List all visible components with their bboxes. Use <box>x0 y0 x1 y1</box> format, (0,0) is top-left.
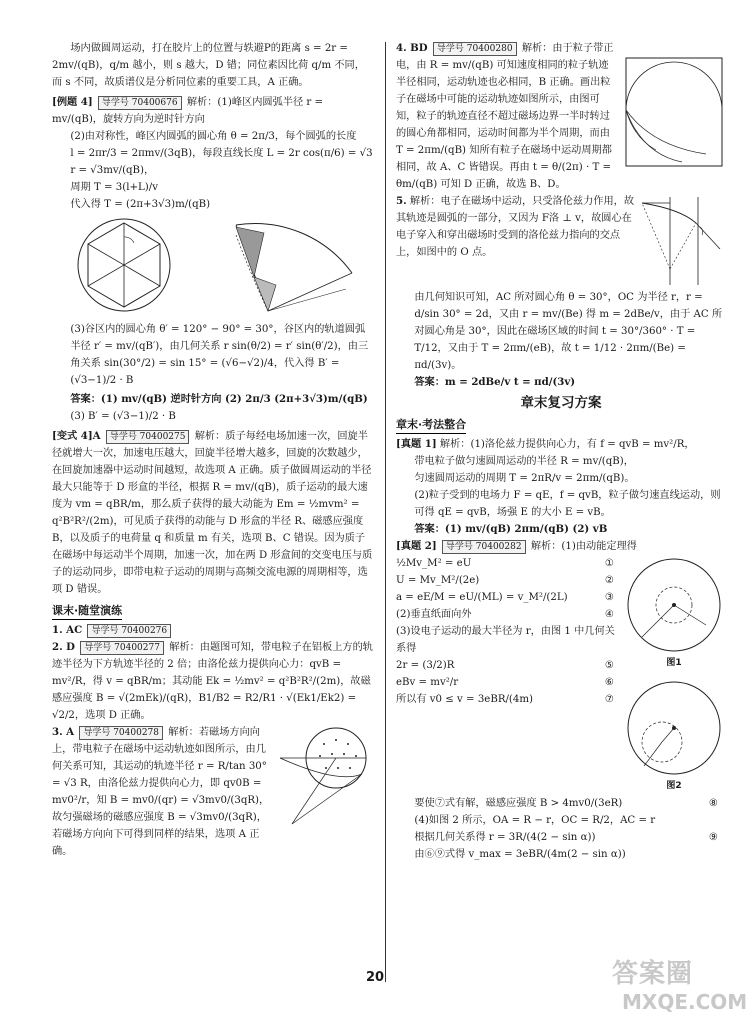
equation: ½Mv_M² = eU <box>396 558 472 569</box>
equation-row <box>396 589 622 606</box>
example-4-answer: 答案：(1) mv/(qB) 逆时针方向 (2) 2π/3 (2π+3√3)m/(qB) <box>70 393 368 405</box>
example-4-line: 周期 T = 3(l+L)/v <box>70 182 158 193</box>
question-3-body <box>52 724 274 860</box>
guide-code: 导学号 70400276 <box>87 624 171 638</box>
equation: 要使⑦式有解，磁感应强度 B > 4mv0/(3eR) <box>414 798 623 809</box>
left-column <box>52 40 374 860</box>
equation-row <box>396 829 726 846</box>
real-exam-1-answer: 答案：(1) mv/(qB) 2πm/(qB) (2) vB <box>414 523 608 535</box>
equation-number: ② <box>604 575 614 586</box>
equation-row <box>396 606 622 623</box>
figure-2-circle <box>622 678 726 778</box>
example-4-line: l = 2πr/3 = 2πmv/(3qB)，每段直线长度 L = 2r cos(π/6) = √3 r = √3mv/(qB)， <box>70 148 373 176</box>
section-heading: 章末·考法整合 <box>396 416 466 434</box>
equation: a = eE/M = eU/(ML) = v_M²/(2L) <box>396 592 568 603</box>
equation-number: ③ <box>604 592 614 603</box>
real-exam-2 <box>396 538 726 555</box>
example-4-line: (2)由对称性，峰区内圆弧的圆心角 θ = 2π/3，每个圆弧的长度 <box>70 131 357 142</box>
variant-4-label: [变式 4]A <box>52 430 101 442</box>
question-2-text: 解析：由题图可知，带电粒子在铝板上方的轨迹半径为下方轨迹半径的 2 倍；由洛伦兹力提供向心力：qvB = mv²/R，得 v = qBR/m；其动能 Ek = ½mv² = q²B²R²/(2m)，故磁感应强度 B = √(2mEk)/(qR)，B1/B2 = R2/R1 · √(Ek1/Ek2) = √2/2，选项 D 正确。 <box>52 642 373 721</box>
question-2-label: 2. D <box>52 641 76 653</box>
magnetic-field-circle-figure <box>278 724 374 834</box>
real-exam-2-equations <box>396 555 622 708</box>
electron-path-figure <box>640 193 726 289</box>
question-5-body <box>396 193 636 261</box>
example-4-header <box>52 94 374 128</box>
page-number: 20 <box>365 970 385 985</box>
equation-row <box>396 555 622 572</box>
question-5-label: 5. <box>396 195 407 207</box>
question-5-answer: 答案：m = 2dBe/v t = πd/(3v) <box>414 376 576 388</box>
real-exam-1-line: 带电粒子做匀速圆周运动的半径 R = mv/(qB)， <box>414 456 634 467</box>
equation-row <box>396 657 622 674</box>
watermark-url: MXQE.COM <box>622 990 748 1014</box>
figure-1-circle <box>622 555 726 655</box>
section-heading: 课末·随堂演练 <box>52 602 122 620</box>
equation: 2r = (3/2)R <box>396 660 455 671</box>
equation: eBv = mv²/r <box>396 677 459 688</box>
intro-paragraph: 场内做圆周运动，打在胶片上的位置与轶避P的距离 s = 2r = 2mv/(qB)，q/m 越小，则 s 越大，D 错；同位素因比荷 q/m 不同，而 s 不同，故质谱仪是分析同位素的重要工具，A 正确。 <box>52 43 365 88</box>
equation: (4)如图 2 所示，OA = R − r，OC = R/2，AC = r <box>414 815 656 826</box>
real-exam-1-line: 匀速圆周运动的周期 T = 2πR/v = 2πm/(qB)。 <box>414 473 635 484</box>
equation-row <box>396 795 726 812</box>
question-5-derivation: 由几何知识可知，AC 所对圆心角 θ = 30°，OC 为半径 r，r = d/sin 30° = 2d，又由 r = mv/(Be) 得 m = 2dBe/v，由于 AC 所对圆心角是 30°，因此在磁场区域的时间 t = 30°/360° · T = T/12，又由于 T = 2πm/(eB)，故 t = 1/12 · 2πm/(Be) = πd/(3v)。 <box>414 292 723 371</box>
example-4-figures <box>64 215 374 319</box>
example-4-line: 解析：(1)峰区内圆弧半径 r = mv/(qB)，旋转方向为逆时针方向 <box>52 97 324 125</box>
variant-4-text: 解析：质子每经电场加速一次，回旋半径就增大一次，加速电压越大，回旋半径增大越多，回旋的次数越少，在回旋加速器中运动时间越短，故选项 A 正确。质子做圆周运动的半径最大只能等于 D 形盒的半径，根据 R = mv/(qB)，质子运动的最大速度为 vm = qBR/m，那么质子获得的最大动能为 Em = ½mvm² = q²B²R²/(2m)，可见质子获得的动能与 D 形盒的半径 R、磁感应强度 B，以及质子的电荷量 q 和质量 m 有关，选项 B、C 错误。因为质子在磁场中每运动半个周期，加速一次，加在两 D 形盒间的交变电压与质子的运动同步，即带电粒子运动的周期与高频交流电源的周期相等，选项 D 错误。 <box>52 431 373 595</box>
guide-code: 导学号 70400676 <box>98 96 182 110</box>
equation-number: ⑦ <box>604 694 614 705</box>
real-exam-1-line: (2)粒子受到的电场力 F = qE，f = qvB，粒子做匀速直线运动，则可得 qE = qvB，场强 E 的大小 E = vB。 <box>414 490 721 518</box>
watermark-logo: 答案圈 <box>612 959 694 989</box>
equation-number: ⑤ <box>604 660 614 671</box>
equation: 由⑥⑨式得 v_max = 3eBR/(4m(2 − sin α)) <box>414 849 626 860</box>
question-1-label: 1. AC <box>52 624 83 636</box>
real-exam-1 <box>396 436 726 453</box>
chapter-title: 章末复习方案 <box>520 395 602 411</box>
square-field-figure <box>622 54 726 174</box>
real-exam-2-label: [真题 2] <box>396 540 437 552</box>
real-exam-1-label: [真题 1] <box>396 438 437 450</box>
equation-row <box>396 674 622 691</box>
real-exam-2-body <box>396 555 726 795</box>
guide-code: 导学号 70400278 <box>79 726 163 740</box>
equation-number: ① <box>604 558 614 569</box>
real-exam-1-line: 解析：(1)洛伦兹力提供向心力，有 f = qvB = mv²/R， <box>439 439 695 450</box>
equation-number: ⑥ <box>604 677 614 688</box>
question-4-body <box>396 40 618 193</box>
equation-number: ④ <box>604 609 614 620</box>
question-4-text: 解析：由于粒子带正电，由 R = mv/(qB) 可知速度相同的粒子轨迹半径相同，运动轨迹也必相同，B 正确。画出粒子在磁场中可能的运动轨迹如图所示，由图可知，粒子的轨迹直径不超过磁场边界一半时转过的圆心角都相同，运动时间都为半个周期，而由 T = 2πm/(qB) 知所有粒子在磁场中运动周期都相同，故 A、C 皆错误。再由 t = θ/(2π) · T = θm/(qB) 可知 D 正确，故选 B、D。 <box>396 43 614 190</box>
real-exam-2-figures <box>622 555 726 795</box>
guide-code: 导学号 70400282 <box>442 540 526 554</box>
hexagon-circle-figure <box>64 215 184 315</box>
question-2 <box>52 639 374 724</box>
example-4-label: [例题 4] <box>52 96 93 108</box>
question-1 <box>52 622 374 639</box>
question-3 <box>52 724 374 860</box>
equation-row <box>396 572 622 589</box>
question-5 <box>396 193 726 289</box>
figure-1-caption: 图1 <box>666 658 682 668</box>
question-3-text: 解析：若磁场方向向上，带电粒子在磁场中运动轨迹如图所示，由几何关系可知，其运动的轨迹半径 r = R/tan 30° = √3 R，由洛伦兹力提供向心力，即 qv0B = mv0²/r，知 B = mv0/(qr) = √3mv0/(3qR)，故匀强磁场的磁感应强度 B = √3mv0/(3qR)，若磁场方向向下可得到同样的结果，选项 A 正确。 <box>52 727 270 857</box>
equation-row <box>396 691 622 708</box>
real-exam-2-intro: 解析：(1)由动能定理得 <box>530 541 637 552</box>
guide-code: 导学号 70400275 <box>106 430 190 444</box>
question-5-text: 解析：电子在磁场中运动，只受洛伦兹力作用，故其轨迹是圆弧的一部分，又因为 F洛 ⊥ v，故圆心在电子穿入和穿出磁场时受到的洛伦兹力指向的交点上，如图中的 O 点。 <box>396 196 635 258</box>
question-4 <box>396 40 726 193</box>
equation: (2)垂直纸面向外 <box>396 609 472 620</box>
equation: 所以有 v0 ≤ v = 3eBR/(4m) <box>396 694 534 705</box>
equation-number: ⑧ <box>708 798 718 809</box>
guide-code: 导学号 70400277 <box>80 641 164 655</box>
equation: (3)设电子运动的最大半径为 r，由图 1 中几何关系得 <box>396 626 615 654</box>
figure-2-caption: 图2 <box>666 781 682 791</box>
sector-trajectory-figure <box>206 215 356 319</box>
column-divider <box>385 42 386 982</box>
question-4-label: 4. BD <box>396 42 428 54</box>
example-4-line: 代入得 T = (2π+3√3)m/(qB) <box>70 199 211 210</box>
equation-number: ⑨ <box>708 832 718 843</box>
question-3-label: 3. A <box>52 726 75 738</box>
right-column <box>396 40 726 863</box>
variant-4 <box>52 428 374 598</box>
equation: 根据几何关系得 r = 3R/(4(2 − sin α)) <box>414 832 596 843</box>
equation: U = Mv_M²/(2e) <box>396 575 480 586</box>
guide-code: 导学号 70400280 <box>433 42 517 56</box>
example-4-part3: (3)谷区内的圆心角 θ′ = 120° − 90° = 30°，谷区内的轨道圆弧半径 r′ = mv/(qB′)，由几何关系 r sin(θ/2) = r′ sin(θ′/2)，由三角关系 sin(30°/2) = sin 15° = (√6−√2)/4，代入得 B′ = (√3−1)/2 · B <box>70 324 369 386</box>
example-4-answer-2: (3) B′ = (√3−1)/2 · B <box>70 411 176 422</box>
